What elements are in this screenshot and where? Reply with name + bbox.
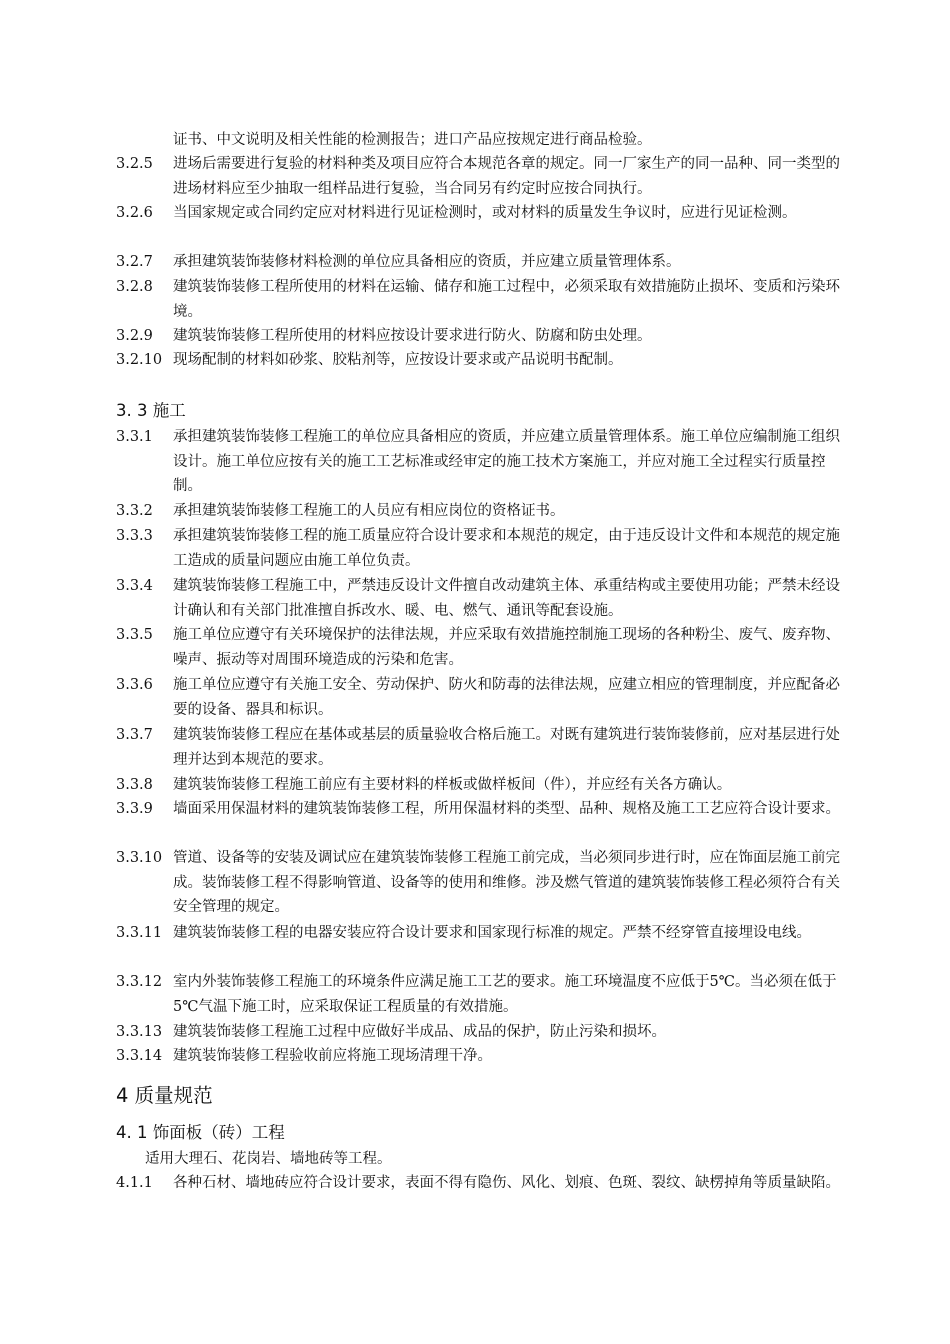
section-heading-4-1: 4. 1 饰面板（砖）工程 bbox=[116, 1123, 285, 1142]
clause-number: 3.2.6 bbox=[116, 205, 153, 221]
clause-number: 3.2.5 bbox=[116, 156, 153, 172]
clause-3-3-14 bbox=[116, 1044, 846, 1069]
clause-number: 3.3.1 bbox=[116, 429, 153, 445]
clause-3-3-13 bbox=[116, 1020, 846, 1045]
clause-text: 承担建筑装饰装修工程施工的人员应有相应岗位的资格证书。 bbox=[173, 503, 565, 519]
chapter-heading-4: 4 质量规范 bbox=[116, 1084, 213, 1107]
clause-text: 建筑装饰装修工程施工过程中应做好半成品、成品的保护，防止污染和损坏。 bbox=[173, 1024, 666, 1040]
clause-3-2-10 bbox=[116, 348, 846, 373]
clause-3-3-1 bbox=[116, 425, 846, 499]
clause-text: 建筑装饰装修工程施工前应有主要材料的样板或做样板间（件），并应经有关各方确认。 bbox=[173, 777, 732, 793]
clause-number: 3.3.6 bbox=[116, 677, 153, 693]
clause-number: 3.3.11 bbox=[116, 925, 163, 941]
clause-3-2-9 bbox=[116, 324, 846, 349]
continuation-text: 证书、中文说明及相关性能的检测报告；进口产品应按规定进行商品检验。 bbox=[173, 132, 652, 148]
clause-number: 3.3.5 bbox=[116, 627, 153, 643]
clause-text: 室内外装饰装修工程施工的环境条件应满足施工工艺的要求。施工环境温度不应低于5℃。当必须在低于5℃气温下施工时，应采取保证工程质量的有效措施。 bbox=[173, 974, 837, 1015]
clause-3-3-9 bbox=[116, 797, 846, 822]
clause-3-2-8 bbox=[116, 275, 846, 324]
clause-number: 3.3.12 bbox=[116, 974, 163, 990]
section-heading-3-3: 3. 3 施工 bbox=[116, 401, 186, 420]
clause-text: 承担建筑装饰装修材料检测的单位应具备相应的资质，并应建立质量管理体系。 bbox=[173, 254, 681, 270]
clause-number: 3.3.14 bbox=[116, 1048, 163, 1064]
clause-text: 建筑装饰装修工程所使用的材料应按设计要求进行防火、防腐和防虫处理。 bbox=[173, 328, 652, 344]
clause-number: 3.3.4 bbox=[116, 578, 153, 594]
clause-number: 3.3.7 bbox=[116, 727, 153, 743]
clause-text: 进场后需要进行复验的材料种类及项目应符合本规范各章的规定。同一厂家生产的同一品种、同一类型的进场材料应至少抽取一组样品进行复验，当合同另有约定时应按合同执行。 bbox=[173, 156, 840, 197]
clause-3-3-5 bbox=[116, 623, 846, 672]
clause-text: 建筑装饰装修工程所使用的材料在运输、储存和施工过程中，必须采取有效措施防止损坏、变质和污染环境。 bbox=[173, 279, 840, 320]
clause-3-3-11 bbox=[116, 921, 846, 946]
clause-text: 施工单位应遵守有关环境保护的法律法规，并应采取有效措施控制施工现场的各种粉尘、废气、废弃物、噪声、振动等对周围环境造成的污染和危害。 bbox=[173, 627, 840, 668]
clause-3-3-10 bbox=[116, 846, 846, 920]
clause-number: 3.2.10 bbox=[116, 352, 163, 368]
clause-number: 3.3.3 bbox=[116, 528, 153, 544]
clause-number: 3.3.10 bbox=[116, 850, 163, 866]
clause-3-3-4 bbox=[116, 574, 846, 623]
clause-number: 3.2.7 bbox=[116, 254, 153, 270]
clause-3-3-7 bbox=[116, 723, 846, 772]
clause-text: 管道、设备等的安装及调试应在建筑装饰装修工程施工前完成，当必须同步进行时，应在饰面层施工前完成。装饰装修工程不得影响管道、设备等的使用和维修。涉及燃气管道的建筑装饰装修工程必须符合有关安全管理的规定。 bbox=[173, 850, 840, 915]
clause-text: 各种石材、墙地砖应符合设计要求，表面不得有隐伤、风化、划痕、色斑、裂纹、缺楞掉角等质量缺陷。 bbox=[173, 1175, 840, 1191]
clause-4-1-1 bbox=[116, 1171, 846, 1196]
clause-3-3-12 bbox=[116, 970, 846, 1019]
clause-3-3-2 bbox=[116, 499, 846, 524]
clause-3-2-6 bbox=[116, 201, 846, 226]
clause-number: 4.1.1 bbox=[116, 1175, 153, 1191]
clause-3-3-8 bbox=[116, 773, 846, 798]
clause-number: 3.3.9 bbox=[116, 801, 153, 817]
clause-3-3-3 bbox=[116, 524, 846, 573]
clause-text: 现场配制的材料如砂浆、胶粘剂等，应按设计要求或产品说明书配制。 bbox=[173, 352, 623, 368]
clause-number: 3.2.8 bbox=[116, 279, 153, 295]
clause-text: 建筑装饰装修工程的电器安装应符合设计要求和国家现行标准的规定。严禁不经穿管直接埋设电线。 bbox=[173, 925, 811, 941]
section-intro-4-1: 适用大理石、花岗岩、墙地砖等工程。 bbox=[145, 1151, 392, 1167]
clause-text: 建筑装饰装修工程验收前应将施工现场清理干净。 bbox=[173, 1048, 492, 1064]
clause-3-2-7 bbox=[116, 250, 846, 275]
clause-text: 承担建筑装饰装修工程的施工质量应符合设计要求和本规范的规定，由于违反设计文件和本规范的规定施工造成的质量问题应由施工单位负责。 bbox=[173, 528, 840, 569]
clause-text: 建筑装饰装修工程施工中，严禁违反设计文件擅自改动建筑主体、承重结构或主要使用功能；严禁未经设计确认和有关部门批准擅自拆改水、暖、电、燃气、通讯等配套设施。 bbox=[173, 578, 840, 619]
clause-number: 3.2.9 bbox=[116, 328, 153, 344]
clause-text: 墙面采用保温材料的建筑装饰装修工程，所用保温材料的类型、品种、规格及施工工艺应符合设计要求。 bbox=[173, 801, 840, 817]
clause-number: 3.3.8 bbox=[116, 777, 153, 793]
clause-number: 3.3.2 bbox=[116, 503, 153, 519]
clause-3-3-6 bbox=[116, 673, 846, 722]
clause-text: 施工单位应遵守有关施工安全、劳动保护、防火和防毒的法律法规，应建立相应的管理制度，并应配备必要的设备、器具和标识。 bbox=[173, 677, 840, 718]
clause-text: 当国家规定或合同约定应对材料进行见证检测时，或对材料的质量发生争议时，应进行见证检测。 bbox=[173, 205, 797, 221]
clause-number: 3.3.13 bbox=[116, 1024, 163, 1040]
clause-3-2-5 bbox=[116, 152, 846, 201]
clause-text: 建筑装饰装修工程应在基体或基层的质量验收合格后施工。对既有建筑进行装饰装修前，应对基层进行处理并达到本规范的要求。 bbox=[173, 727, 840, 768]
clause-text: 承担建筑装饰装修工程施工的单位应具备相应的资质，并应建立质量管理体系。施工单位应编制施工组织设计。施工单位应按有关的施工工艺标准或经审定的施工技术方案施工，并应对施工全过程实行质量控制。 bbox=[173, 429, 840, 494]
